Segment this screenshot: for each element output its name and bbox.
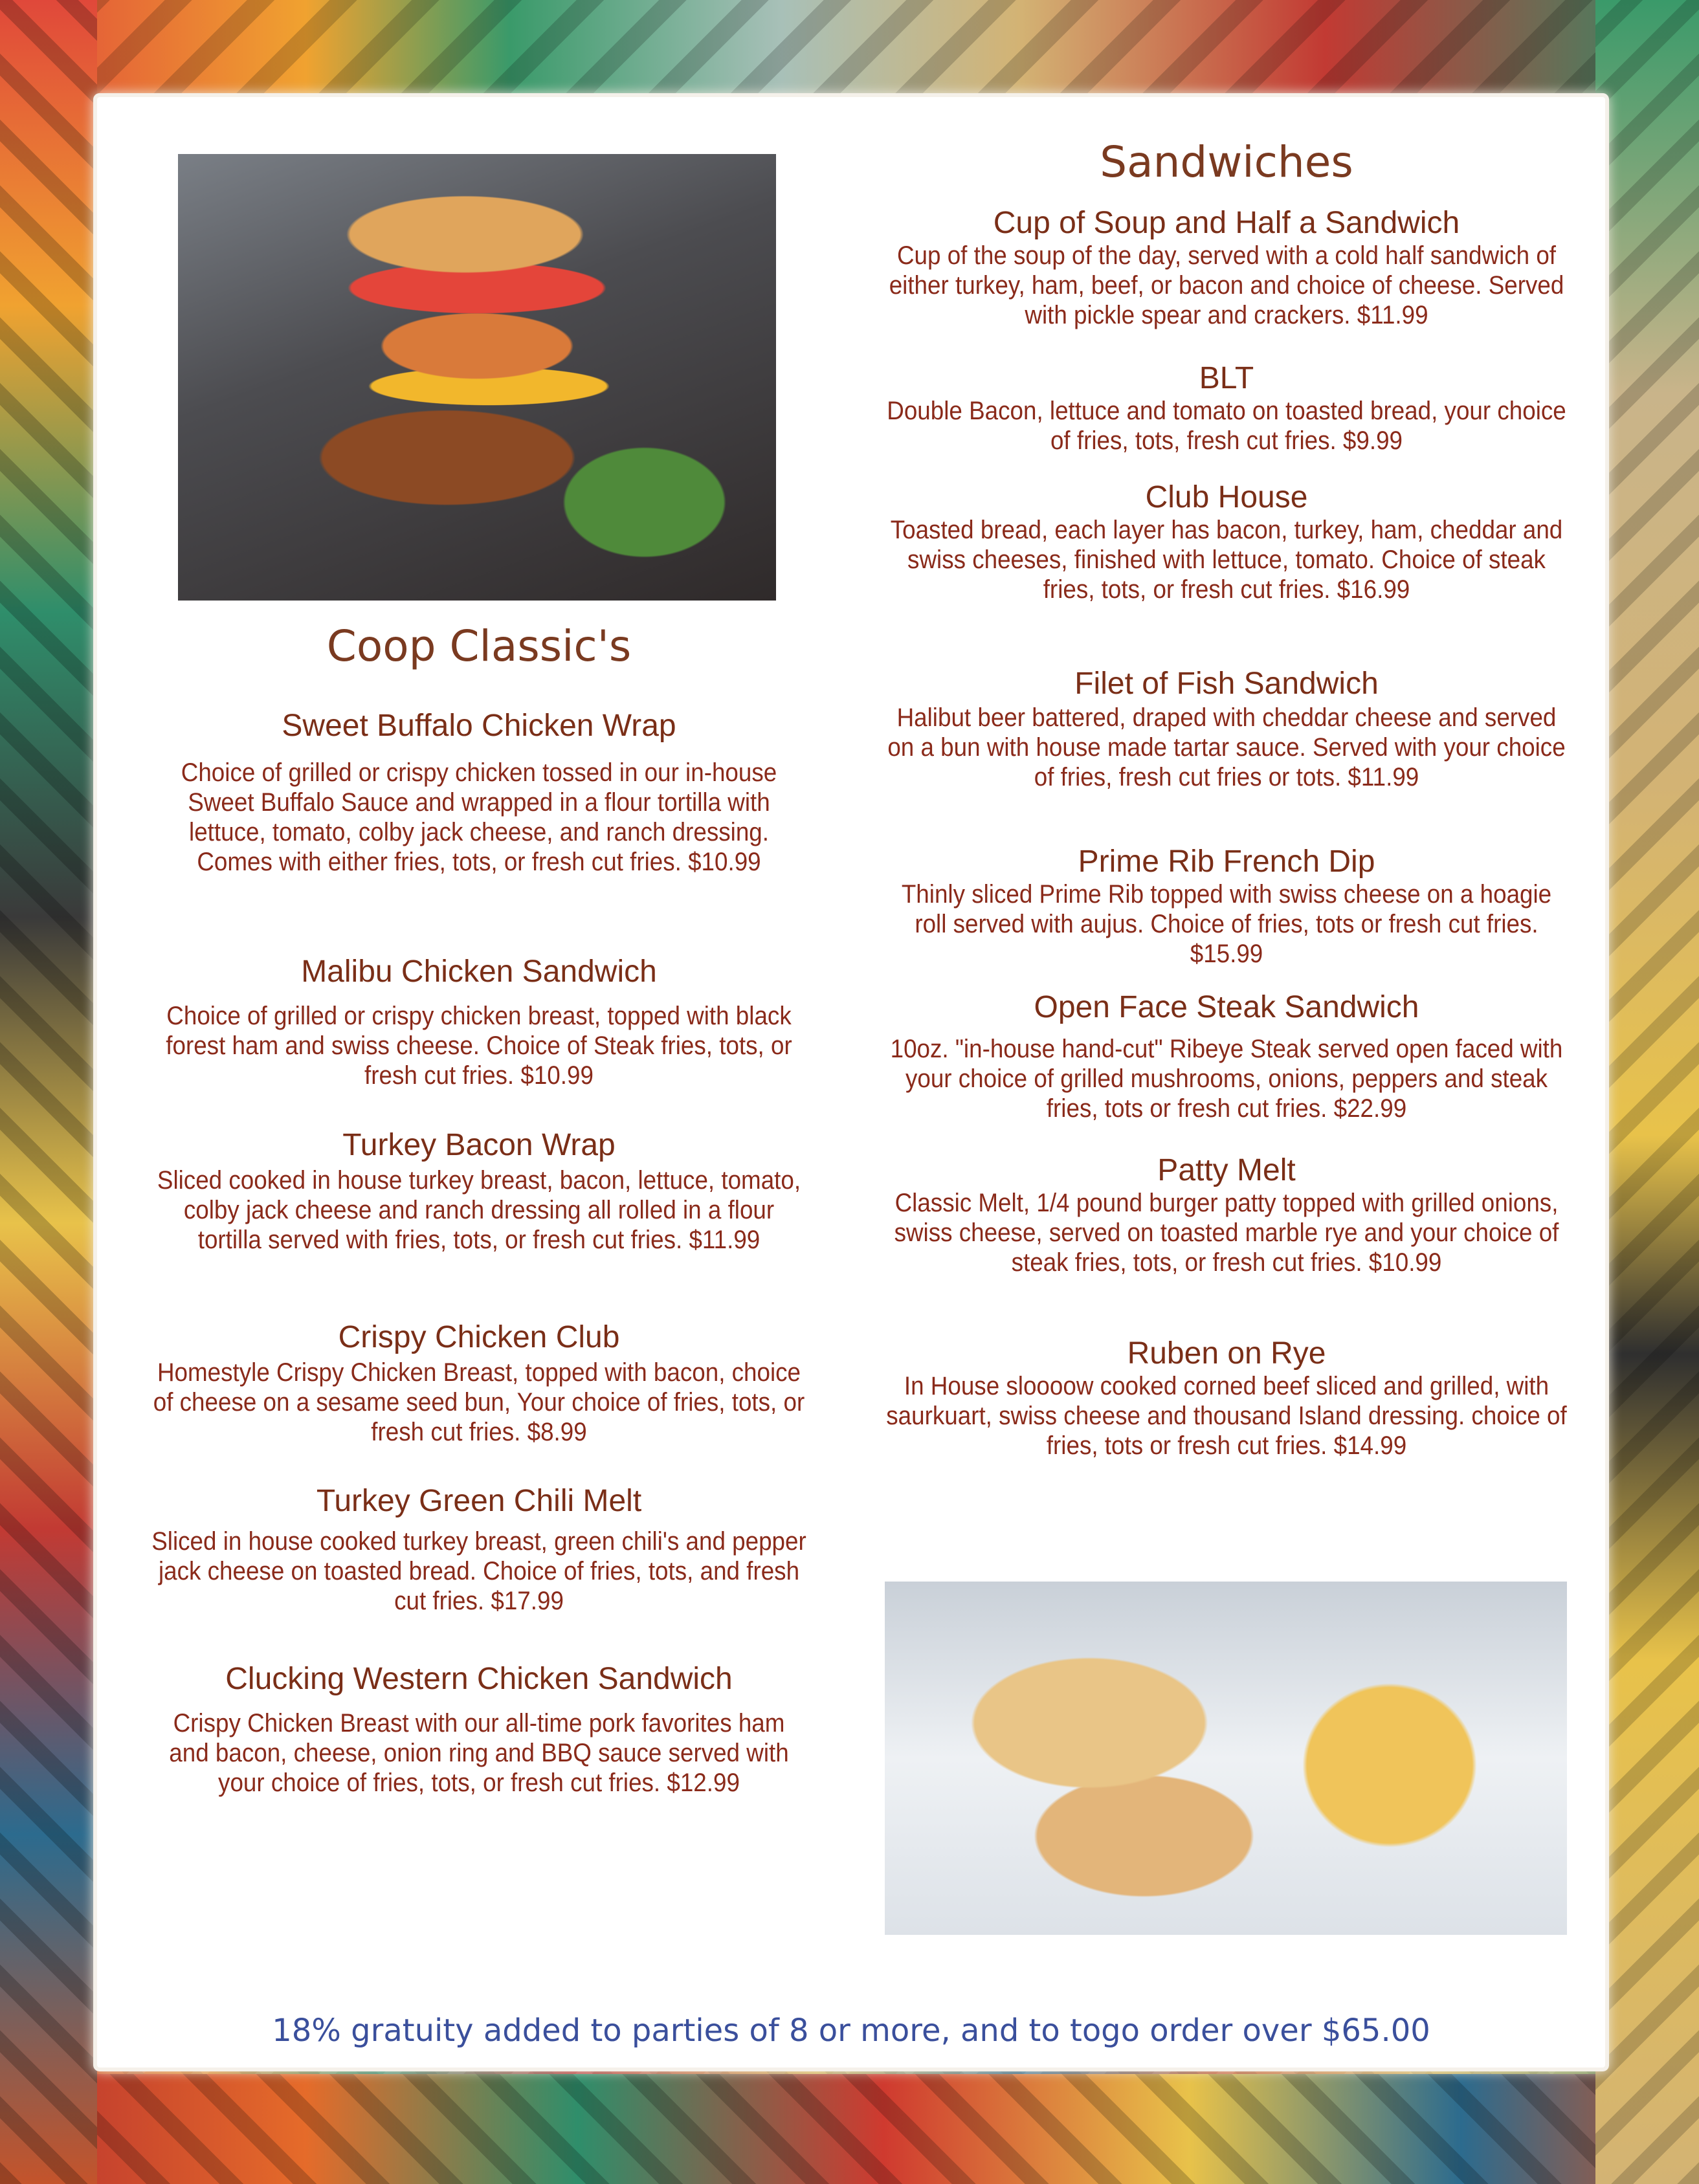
item-description: Thinly sliced Prime Rib topped with swiss cheese on a hoagie roll served with aujus. Choice of fries, tots or fresh cut fries. $15.99 — [901, 880, 1552, 968]
menu-item — [854, 667, 1599, 792]
item-name: Clucking Western Chicken Sandwich — [225, 1662, 733, 1696]
menu-item — [854, 1153, 1599, 1277]
blanket-border-top — [0, 0, 1699, 97]
item-description: Halibut beer battered, draped with cheddar cheese and served on a bun with house made tartar sauce. Served with your choice of fries, fresh cut fries or tots. $11.99 — [887, 703, 1566, 791]
blanket-border-left — [0, 0, 97, 2184]
item-description: Choice of grilled or crispy chicken breast, topped with black forest ham and swiss cheese. Choice of Steak fries, tots, or fresh cut fries. $10.99 — [166, 1002, 792, 1090]
item-name: Ruben on Rye — [1127, 1336, 1326, 1371]
item-description: Homestyle Crispy Chicken Breast, topped with bacon, choice of cheese on a sesame seed bun, Your choice of fries, tots, or fresh cut fries. $8.99 — [153, 1358, 805, 1446]
item-name: Prime Rib French Dip — [1078, 844, 1375, 879]
item-name: Turkey Green Chili Melt — [316, 1484, 642, 1518]
menu-item — [123, 1662, 835, 1798]
item-name: BLT — [1199, 361, 1254, 395]
blanket-border-right — [1595, 0, 1699, 2184]
item-description: Cup of the soup of the day, served with a cold half sandwich of either turkey, ham, beef, or bacon and choice of cheese. Served with pickle spear and crackers. $11.99 — [889, 241, 1564, 329]
item-name: Filet of Fish Sandwich — [1074, 667, 1379, 701]
menu-item — [123, 954, 835, 1090]
menu-item — [854, 1336, 1599, 1461]
item-name: Club House — [1145, 480, 1308, 514]
menu-item — [854, 361, 1599, 456]
item-name: Crispy Chicken Club — [338, 1320, 620, 1354]
gratuity-note: 18% gratuity added to parties of 8 or more, and to togo order over $65.00 — [272, 2013, 1430, 2049]
item-description: In House sloooow cooked corned beef sliced and grilled, with saurkuart, swiss cheese and thousand Island dressing. choice of fries, tots or fresh cut fries. $14.99 — [886, 1372, 1567, 1460]
menu-item — [123, 709, 835, 877]
menu-item — [854, 206, 1599, 330]
item-name: Cup of Soup and Half a Sandwich — [993, 206, 1460, 240]
menu-item — [123, 1128, 835, 1255]
section-title-coop-classics: Coop Classic's — [326, 621, 632, 671]
item-description: Choice of grilled or crispy chicken tossed in our in-house Sweet Buffalo Sauce and wrapped in a flour tortilla with lettuce, tomato, colby jack cheese, and ranch dressing. Comes with either fries, tots, or fresh cut fries. $10.99 — [181, 758, 777, 876]
item-description: Classic Melt, 1/4 pound burger patty topped with grilled onions, swiss cheese, served on toasted marble rye and your choice of steak fries, tots, or fresh cut fries. $10.99 — [894, 1189, 1559, 1277]
blt-sandwich-photo — [885, 1582, 1567, 1935]
menu-item — [123, 1320, 835, 1447]
item-description: 10oz. "in-house hand-cut" Ribeye Steak served open faced with your choice of grilled mushrooms, onions, peppers and steak fries, tots or fresh cut fries. $22.99 — [890, 1035, 1563, 1123]
item-name: Turkey Bacon Wrap — [342, 1128, 616, 1162]
menu-page — [97, 97, 1605, 2068]
menu-item — [123, 1484, 835, 1616]
item-name: Sweet Buffalo Chicken Wrap — [282, 709, 676, 743]
blanket-border-bottom — [0, 2074, 1699, 2184]
item-name: Patty Melt — [1157, 1153, 1296, 1187]
item-description: Crispy Chicken Breast with our all-time pork favorites ham and bacon, cheese, onion ring and BBQ sauce served with your choice of fries, tots, or fresh cut fries. $12.99 — [169, 1709, 789, 1797]
item-name: Malibu Chicken Sandwich — [301, 954, 657, 989]
menu-item — [854, 844, 1599, 969]
section-title-sandwiches: Sandwiches — [1100, 137, 1353, 187]
menu-item — [854, 480, 1599, 604]
item-description: Double Bacon, lettuce and tomato on toasted bread, your choice of fries, tots, fresh cut fries. $9.99 — [887, 397, 1566, 455]
burger-photo — [178, 154, 776, 601]
item-name: Open Face Steak Sandwich — [1034, 990, 1419, 1024]
menu-item — [854, 990, 1599, 1123]
item-description: Sliced cooked in house turkey breast, bacon, lettuce, tomato, colby jack cheese and ranch dressing all rolled in a flour tortilla served with fries, tots, or fresh cut fries. $11.99 — [157, 1166, 801, 1254]
item-description: Toasted bread, each layer has bacon, turkey, ham, cheddar and swiss cheeses, finished with lettuce, tomato. Choice of steak fries, tots, or fresh cut fries. $16.99 — [890, 516, 1563, 604]
item-description: Sliced in house cooked turkey breast, green chili's and pepper jack cheese on toasted bread. Choice of fries, tots, and fresh cut fries. $17.99 — [151, 1527, 806, 1615]
